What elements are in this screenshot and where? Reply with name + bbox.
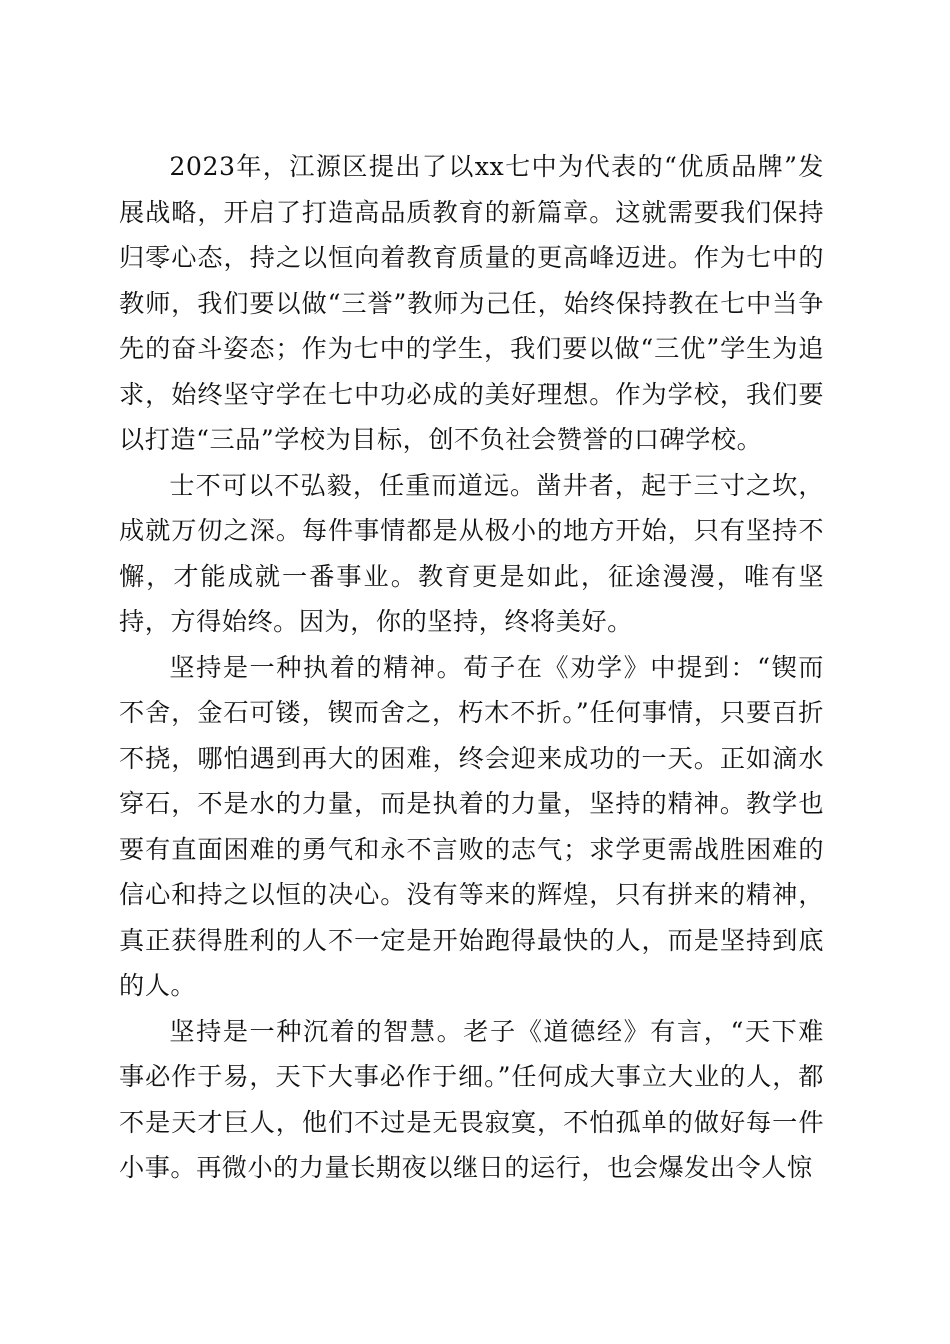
document-body bbox=[119, 144, 824, 1191]
paragraph-development-strategy: 2023年，江源区提出了以xx七中为代表的“优质品牌”发展战略，开启了打造高品质教育的新篇章。这就需要我们保持归零心态，持之以恒向着教育质量的更高峰迈进。作为七中的教师，我们要以做“三誉”教师为己任，始终保持教在七中当争先的奋斗姿态；作为七中的学生，我们要以做“三优”学生为追求，始终坚守学在七中功必成的美好理想。作为学校，我们要以打造“三品”学校为目标，创不负社会赞誉的口碑学校。 bbox=[119, 152, 824, 454]
paragraph-persistent-spirit: 坚持是一种执着的精神。荀子在《劝学》中提到：“锲而不舍，金石可镂，锲而舍之，朽木不折。”任何事情，只要百折不挠，哪怕遇到再大的困难，终会迎来成功的一天。正如滴水穿石，不是水的力量，而是执着的力量，坚持的精神。教学也要有直面困难的勇气和永不言败的志气；求学更需战胜困难的信心和持之以恒的决心。没有等来的辉煌，只有拼来的精神，真正获得胜利的人不一定是开始跑得最快的人，而是坚持到底的人。 bbox=[119, 652, 824, 1000]
paragraph-perseverance-intro: 士不可以不弘毅，任重而道远。凿井者，起于三寸之坎，成就万仞之深。每件事情都是从极小的地方开始，只有坚持不懈，才能成就一番事业。教育更是如此，征途漫漫，唯有坚持，方得始终。因为，你的坚持，终将美好。 bbox=[119, 470, 824, 636]
paragraph-calm-wisdom: 坚持是一种沉着的智慧。老子《道德经》有言，“天下难事必作于易，天下大事必作于细。”任何成大事立大业的人，都不是天才巨人，他们不过是无畏寂寞，不怕孤单的做好每一件小事。再微小的力量长期夜以继日的运行，也会爆发出令人惊 bbox=[119, 1016, 824, 1182]
